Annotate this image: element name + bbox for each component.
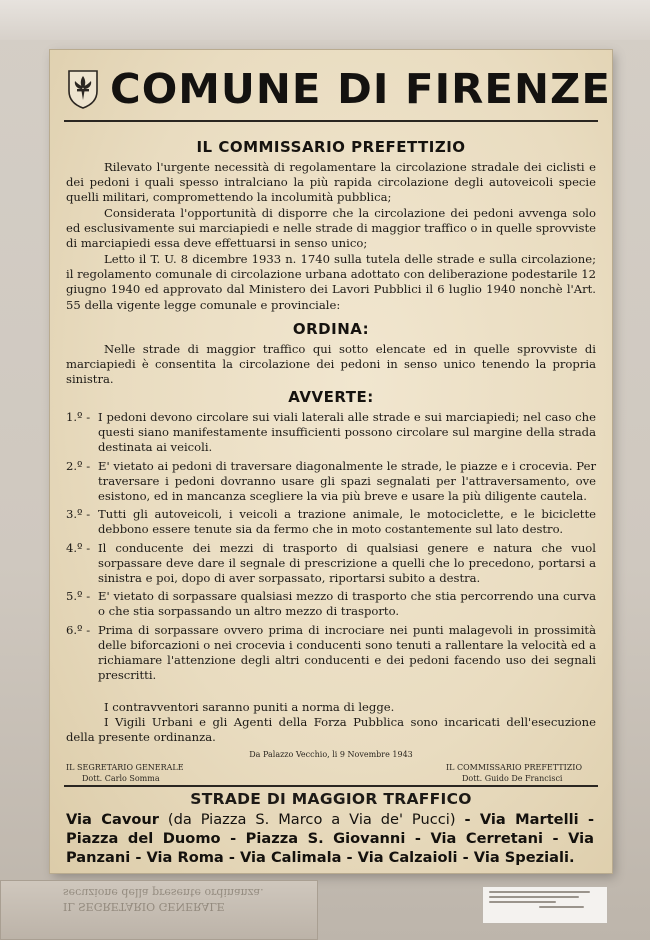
poster: [50, 50, 612, 873]
closing-line-1: [66, 700, 596, 715]
strade-list: [66, 810, 594, 867]
item-text: Tutti gli autoveicoli, i veicoli a trazione animale, le motociclette, e le biciclette debbono essere tenute sia da fermo che in moto costantemente sul lato destro.: [98, 507, 596, 537]
reflected-line-1: IL SEGRETARIO GENERALE: [63, 900, 225, 913]
signature-role: IL COMMISSARIO PREFETTIZIO: [445, 763, 582, 772]
dateline: Da Palazzo Vecchio, li 9 Novembre 1943: [249, 750, 413, 759]
preamble-paragraph-1: [66, 160, 596, 206]
signature-name: Dott. Guido De Francisci: [461, 774, 563, 783]
strade-part-1: Via Cavour: [66, 811, 159, 828]
preamble-text-2: Considerata l'opportunità di disporre che la circolazione dei pedoni avvenga solo ed esclusivamente sui marciapiedi e nelle strade di maggior traffico o in quelle sprovviste di marciapiedi essa deve effettuarsi in senso unico;: [66, 206, 596, 251]
item-number: 5.º -: [66, 589, 91, 604]
caption-line: [489, 896, 579, 898]
caption-line: [489, 901, 556, 903]
fleur-de-lis-icon: [66, 69, 100, 109]
signature-role: IL SEGRETARIO GENERALE: [66, 763, 184, 772]
signature-right: [446, 762, 582, 784]
item-text: Il conducente dei mezzi di trasporto di qualsiasi genere e natura che vuol sorpassare deve dare il segnale di prescrizione a quelli che lo precedono, portarsi a sinistra e poi, dopo di aver sorpassato, riportarsi subito a destra.: [98, 540, 596, 586]
preamble-paragraph-3: [66, 252, 596, 313]
list-item: [66, 541, 596, 587]
item-number: 1.º -: [66, 410, 91, 424]
reflected-line-2: secuzione della presente ordinanza.: [63, 886, 264, 899]
preamble-text-1: Rilevato l'urgente necessità di regolamentare la circolazione stradale dei ciclisti e dei pedoni i quali spesso intralciano la più rapida circolazione degli autoveicoli specie quelli militari, compromettendo la incolumità pubblica;: [66, 160, 596, 205]
issuer-heading: IL COMMISSARIO PREFETTIZIO: [196, 138, 466, 156]
strade-rule: [64, 785, 598, 787]
title-rule: [64, 120, 598, 122]
item-number: 6.º -: [66, 622, 91, 637]
signature-left: [66, 762, 184, 784]
item-text: Prima di sorpassare ovvero prima di incrociare nei punti malagevoli in prossimità delle biforcazioni o nei crocevia i conducenti sono tenuti a rallentare la velocità ed a richiamare l'attenzione degli altri conducenti e dei pedoni facendo uso dei segnali prescritti.: [98, 622, 596, 683]
item-number: 3.º -: [66, 507, 91, 522]
avverte-list: [66, 410, 596, 686]
museum-caption-card: [482, 886, 608, 924]
signature-name: Dott. Carlo Somma: [82, 774, 160, 783]
strade-part-3: - Via Martelli - Piazza del Duomo - Piazza S. Giovanni - Via Cerretani - Via Panzani - Via Roma - Via Calimala - Via Calzaioli - Via Speziali.: [66, 811, 595, 866]
item-text: E' vietato ai pedoni di traversare diagonalmente le strade, le piazze e i crocevia. Per traversare i pedoni dovranno usare gli spazi segnalati per l'attraversamento, ove esistono, ed in mancanza scegliere la via più breve e usare la più diligente cautela.: [98, 458, 596, 504]
strade-part-2: (da Piazza S. Marco a Via de' Pucci): [158, 811, 465, 828]
ordina-paragraph: [66, 342, 596, 388]
list-item: [66, 459, 596, 505]
ordina-text: Nelle strade di maggior traffico qui sotto elencate ed in quelle sprovviste di marciapiedi è consentita la circolazione dei pedoni in senso unico tenendo la propria sinistra.: [66, 342, 596, 387]
avverte-heading: AVVERTE:: [288, 388, 374, 406]
reflected-text: [63, 885, 264, 913]
glass-reflection: [0, 880, 318, 940]
list-item: [66, 410, 596, 456]
item-number: 2.º -: [66, 458, 91, 473]
municipality-title: COMUNE DI FIRENZE: [110, 64, 611, 113]
list-item: [66, 623, 596, 684]
list-item: [66, 589, 596, 619]
item-text: E' vietato di sorpassare qualsiasi mezzo di trasporto che stia percorrendo una curva o che stia sorpassando un altro mezzo di trasporto.: [98, 589, 596, 619]
item-number: 4.º -: [66, 540, 91, 555]
preamble-paragraph-2: [66, 206, 596, 252]
caption-line: [539, 906, 584, 908]
closing-text-2: I Vigili Urbani e gli Agenti della Forza Pubblica sono incaricati dell'esecuzione della presente ordinanza.: [66, 715, 596, 745]
list-item: [66, 507, 596, 537]
item-text: I pedoni devono circolare sui viali laterali alle strade e sui marciapiedi; nel caso che questi siano manifestamente insufficienti possono circolare sul margine della strada destinata ai veicoli.: [98, 410, 596, 455]
preamble-text-3: Letto il T. U. 8 dicembre 1933 n. 1740 sulla tutela delle strade e sulla circolazione; il regolamento comunale di circolazione urbana adottato con deliberazione podestarile 12 giugno 1940 ed approvato dal Ministero dei Lavori Pubblici il 6 luglio 1940 nonchè l'Art. 55 della vigente legge comunale e provinciale:: [66, 252, 596, 312]
closing-text-1: I contravventori saranno puniti a norma di legge.: [104, 700, 395, 714]
caption-line: [489, 891, 590, 893]
strade-heading: STRADE DI MAGGIOR TRAFFICO: [190, 790, 472, 808]
closing-line-2: [66, 715, 596, 745]
closing-block: [66, 700, 596, 746]
display-case-top: [0, 0, 650, 40]
ordina-heading: ORDINA:: [292, 320, 370, 338]
masthead: [66, 62, 611, 116]
